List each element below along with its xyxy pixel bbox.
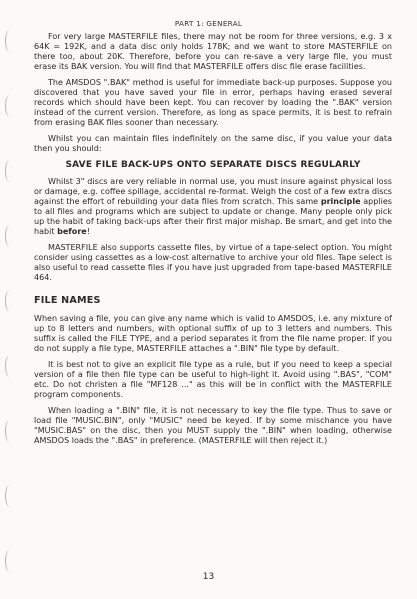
paragraph-text: ! [86,227,91,236]
binding-mark [5,485,14,507]
paragraph-principle [34,177,392,237]
binding-mark [5,290,14,312]
paragraph-text: Whilst 3" discs are very reliable in normal use, you must insure against physical loss or damage, e.g. coffee spillage, accidental re-format. Weigh the cost of a few extra discs against the effort of rebuilding your data files from scratch. This same [34,177,392,206]
paragraph: When saving a file, you can give any name which is valid to AMSDOS, i.e. any mixture of up to 8 letters and numbers, with optional suffix of up to 3 letters and numbers. This suffix is called the FILE TYPE, and a period separates it from the file name proper. If you do not supply a file type, MASTERFILE attaches a ".BIN" file type by default. [34,314,392,353]
binding-mark [5,95,14,117]
paragraph: Whilst you can maintain files indefinitely on the same disc, if you value your data then you should: [34,134,392,153]
bold-word: before [57,227,87,236]
binding-mark [5,550,14,572]
binding-mark [5,355,14,377]
paragraph: When loading a ".BIN" file, it is not necessary to key the file type. Thus to save or load file "MUSIC.BIN", only "MUSIC" need be keyed. If by some mischance you have "MUSIC.BAS" on the disc, then you MUST supply the ".BIN" when loading, otherwise AMSDOS loads the ".BAS" in preference. (MASTERFILE will then reject it.) [34,406,392,445]
binding-mark [5,160,14,182]
running-header: PART 1: GENERAL [174,19,243,28]
paragraph: For very large MASTERFILE files, there may not be room for three versions, e.g. 3 x 64K = 192K, and a data disc only holds 178K; and we want to store MASTERFILE on there too, about 20K. Therefore, before you can re-save a very large file, you must erase its BAK version. You will find that MASTERFILE offers disc file erase facilities. [34,32,392,71]
binding-mark [5,420,14,442]
binding-mark [5,225,14,247]
bold-word: principle [320,197,361,206]
section-heading-backups: SAVE FILE BACK-UPS ONTO SEPARATE DISCS REGULARLY [65,160,361,170]
binding-mark [5,30,14,52]
section-heading-file-names: FILE NAMES [34,295,101,306]
paragraph-text: applies to all files and programs which are subject to update or change. Many people only pick up the habit of taking back-ups after their first major mishap. Be smart, and get into the habit [34,197,392,236]
paragraph: MASTERFILE also supports cassette files, by virtue of a tape-select option. You might consider using cassettes as a low-cost alternative to archive your old files. Tape select is also useful to read cassette files if you have just upgraded from tape-based MASTERFILE 464. [34,243,392,282]
page-body [34,32,392,452]
paragraph: It is best not to give an explicit file type as a rule, but if you need to keep a special version of a file then file type can be useful to high-light it. Avoid using ".BAS", "COM" etc. Do not christen a file "MF128 ..." as this will be in conflict with the MASTERFILE program components. [34,360,392,399]
paragraph: The AMSDOS ".BAK" method is useful for immediate back-up purposes. Suppose you discovered that you have saved your file in error, perhaps having erased several records which should have been kept. You can recover by loading the ".BAK" version instead of the current version. Therefore, as long as space permits, it is best to refrain from erasing BAK files sooner than necessary. [34,78,392,127]
page-number: 13 [202,572,215,582]
